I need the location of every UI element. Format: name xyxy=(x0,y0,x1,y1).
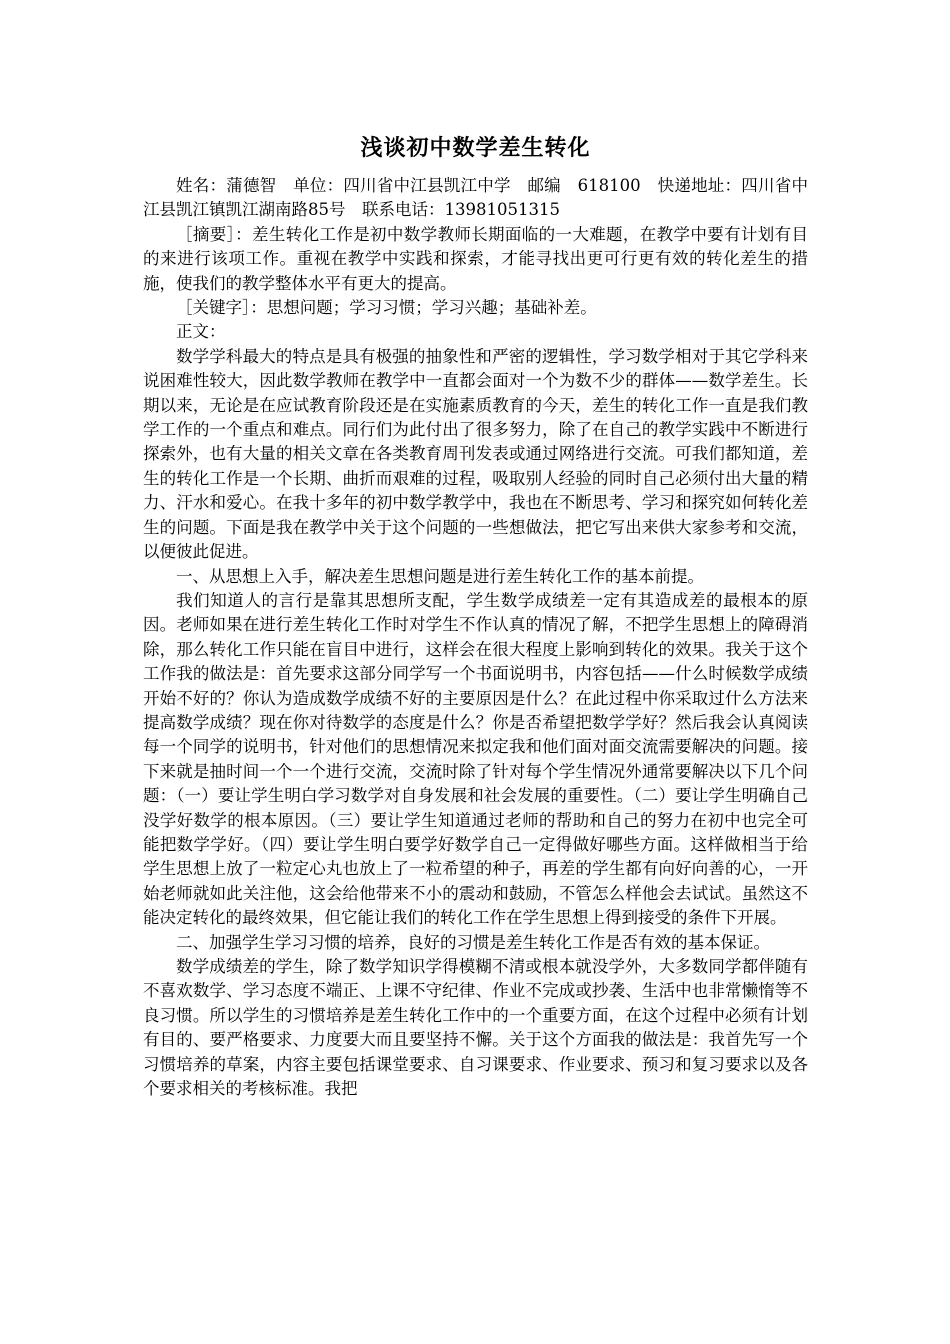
author-info: 姓名：蒲德智 单位：四川省中江县凯江中学 邮编 618100 快递地址：四川省中江县凯江镇凯江湖南路85号 联系电话：13981051315 xyxy=(143,176,808,220)
body-label: 正文： xyxy=(176,322,226,342)
intro-paragraph: 数学学科最大的特点是具有极强的抽象性和严密的逻辑性，学习数学相对于其它学科来说困难性较大，因此数学教师在教学中一直都会面对一个为数不少的群体——数学差生。长期以来，无论是在应试教育阶段还是在实施素质教育的今天，差生的转化工作一直是我们教学工作的一个重点和难点。同行们为此付出了很多努力，除了在自己的教学实践中不断进行探索外，也有大量的相关文章在各类教育周刊发表或通过网络进行交流。可我们都知道，差生的转化工作是一个长期、曲折而艰难的过程，吸取别人经验的同时自己必须付出大量的精力、汗水和爱心。在我十多年的初中数学教学中，我也在不断思考、学习和探究如何转化差生的问题。下面是我在教学中关于这个问题的一些想做法，把它写出来供大家参考和交流，以便彼此促进。 xyxy=(143,346,808,562)
abstract: ［摘要］：差生转化工作是初中数学教师长期面临的一大难题，在教学中要有计划有目的来进行该项工作。重视在教学中实践和探索，才能寻找出更可行更有效的转化差生的措施，使我们的教学整体水平有更大的提高。 xyxy=(143,224,808,293)
section-paragraph-1: 我们知道人的言行是靠其思想所支配，学生数学成绩差一定有其造成差的最根本的原因。老师如果在进行差生转化工作时对学生不作认真的情况了解，不把学生思想上的障碍消除，那么转化工作只能在盲目中进行，这样会在很大程度上影响到转化的效果。我关于这个工作我的做法是：首先要求这部分同学写一个书面说明书，内容包括——什么时候数学成绩开始不好的？你认为造成数学成绩不好的主要原因是什么？在此过程中你采取过什么方法来提高数学成绩？现在你对待数学的态度是什么？你是否希望把数学学好？然后我会认真阅读每一个同学的说明书，针对他们的思想情况来拟定我和他们面对面交流需要解决的问题。接下来就是抽时间一个一个进行交流，交流时除了针对每个学生情况外通常要解决以下几个问题：（一）要让学生明白学习数学对自身发展和社会发展的重要性。（二）要让学生明确自己没学好数学的根本原因。（三）要让学生知道通过老师的帮助和自己的努力在初中也完全可能把数学学好。（四）要让学生明白要学好数学自己一定得做好哪些方面。这样做相当于给学生思想上放了一粒定心丸也放上了一粒希望的种子，再差的学生都有向好向善的心，一开始老师就如此关注他，这会给他带来不小的震动和鼓励，不管怎么样他会去试试。虽然这不能决定转化的最终效果，但它能让我们的转化工作在学生思想上得到接受的条件下开展。 xyxy=(143,590,808,928)
keywords: ［关键字］：思想问题；学习习惯；学习兴趣；基础补差。 xyxy=(176,298,597,318)
document-page xyxy=(143,128,808,1101)
section-paragraph-2: 数学成绩差的学生，除了数学知识学得模糊不清或根本就没学外，大多数同学都伴随有不喜欢数学、学习态度不端正、上课不守纪律、作业不完成或抄袭、生活中也非常懒惰等不良习惯。所以学生的习惯培养是差生转化工作中的一个重要方面，在这个过程中必须有计划有目的、要严格要求、力度要大而且要坚持不懈。关于这个方面我的做法是：我首先写一个习惯培养的草案，内容主要包括课堂要求、自习课要求、作业要求、预习和复习要求以及各个要求相关的考核标准。我把 xyxy=(143,957,808,1099)
section-heading-1: 一、从思想上入手，解决差生思想问题是进行差生转化工作的基本前提。 xyxy=(176,566,704,586)
document-title: 浅谈初中数学差生转化 xyxy=(360,136,591,161)
section-heading-2: 二、加强学生学习习惯的培养，良好的习惯是差生转化工作是否有效的基本保证。 xyxy=(176,932,770,952)
